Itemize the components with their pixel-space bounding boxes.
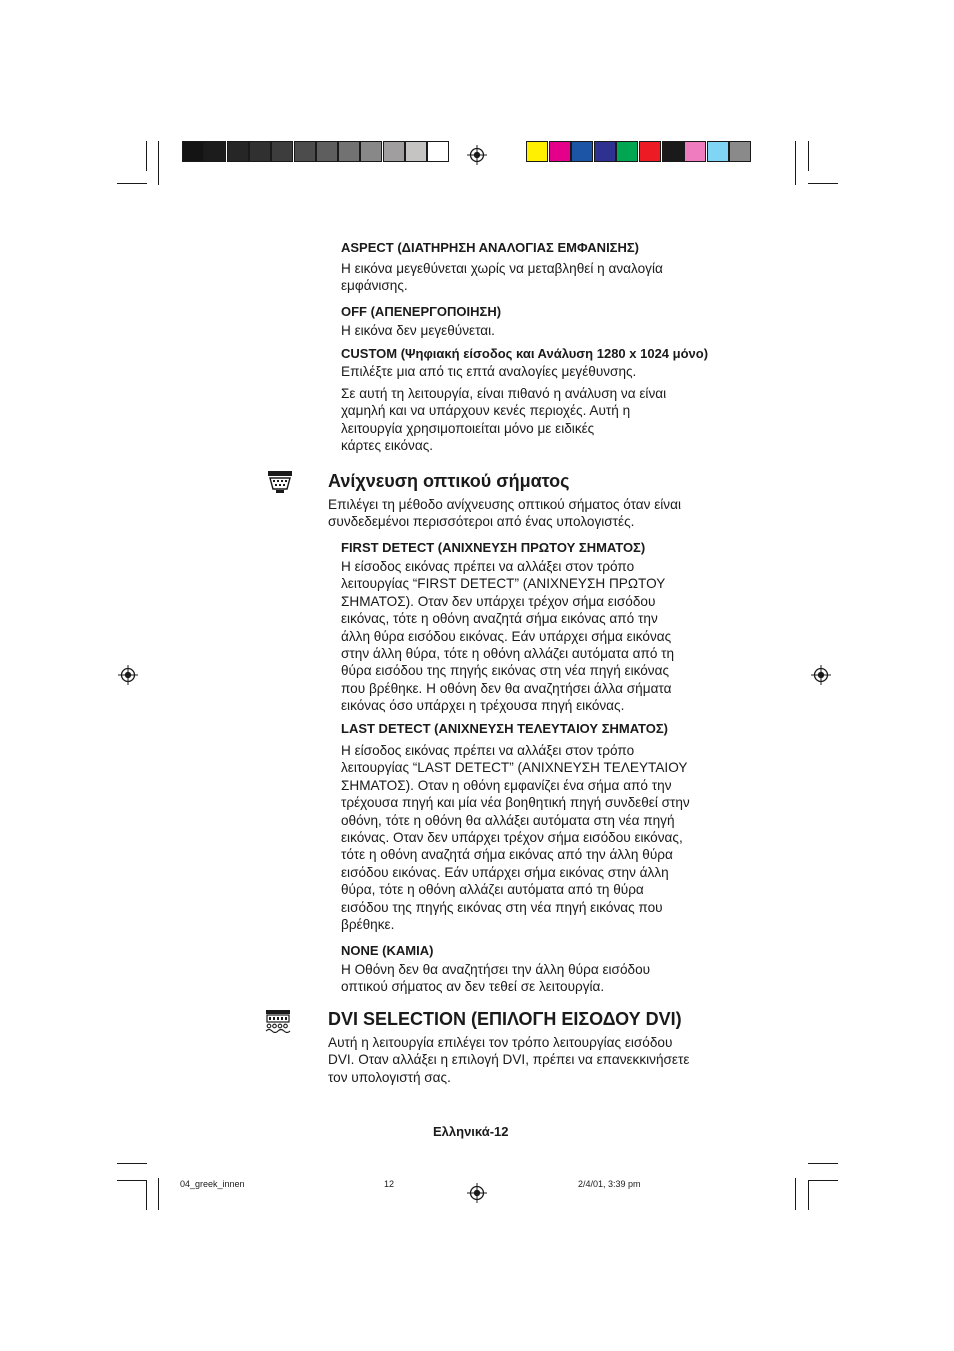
registration-mark-icon — [467, 1183, 487, 1203]
slug-file-name: 04_greek_innen — [180, 1179, 245, 1189]
none-heading: NONE (ΚΑΜΙΑ) — [341, 943, 434, 958]
color-swatch — [271, 141, 293, 162]
signal-detect-title: Ανίχνευση οπτικού σήματος — [328, 471, 570, 491]
registration-mark-icon — [811, 665, 831, 685]
custom-text: Επιλέξτε μια από τις επτά αναλογίες μεγέθυνσης. — [341, 364, 637, 379]
custom-heading: CUSTOM (Ψηφιακή είσοδος και Ανάλυση 1280 x 1024 μόνο) — [341, 346, 709, 361]
color-swatch — [662, 141, 684, 162]
dvi-text: Αυτή η λειτουργία επιλέγει τον τρόπο λειτουργίας εισόδου DVI. Οταν αλλάξει η επιλογή DVI, πρέπει να επανεκκινήσετε τον υπολογιστή σας. — [328, 1035, 690, 1085]
color-swatch — [729, 141, 751, 162]
color-swatch — [227, 141, 249, 162]
registration-mark-icon — [118, 665, 138, 685]
color-swatch — [249, 141, 271, 162]
color-swatch — [360, 141, 382, 162]
color-swatch — [639, 141, 661, 162]
last-detect-heading: LAST DETECT (ΑΝΙΧΝΕΥΣΗ ΤΕΛΕΥΤΑΙΟΥ ΣΗΜΑΤΟΣ) — [341, 721, 668, 736]
page-number: Ελληνικά-12 — [433, 1124, 509, 1139]
color-swatch — [549, 141, 571, 162]
color-swatch — [338, 141, 360, 162]
color-swatch — [684, 141, 706, 162]
last-detect-text: Η είσοδος εικόνας πρέπει να αλλάξει στον τρόπο λειτουργίας “LAST DETECT” (ΑΝΙΧΝΕΥΣΗ ΤΕΛΕΥΤΑΙΟΥ ΣΗΜΑΤΟΣ). Οταν η οθόνη εμφανίζει ένα σήμα από την τρέχουσα πηγή και μία νέα βοηθητική πηγή συνδεθεί στην οθόνη, τότε η οθόνη θα αλλάξει αυτόματα στη νέα πηγή εικόνας. Οταν δεν υπάρχει τρέχον σήμα εισόδου εικόνας, τότε η οθόνη αναζητά σήμα εικόνας από την άλλη θύρα εισόδου εικόνας. Εάν υπάρχει σήμα εικόνας στην άλλη θύρα, τότε η οθόνη αλλάζει αυτόματα από τη θύρα εισόδου της πηγής εικόνας στη νέα πηγή εικόνας που βρέθηκε. — [341, 743, 690, 933]
slug-page: 12 — [384, 1179, 395, 1189]
color-swatch — [316, 141, 338, 162]
off-heading: OFF (ΑΠΕΝΕΡΓΟΠΟΙΗΣΗ) — [341, 304, 502, 319]
color-swatch — [294, 141, 316, 162]
slug-date: 2/4/01, 3:39 pm — [578, 1179, 641, 1189]
off-text: Η εικόνα δεν μεγεθύνεται. — [341, 323, 495, 338]
color-swatch — [427, 141, 449, 162]
color-swatch — [405, 141, 427, 162]
first-detect-text: Η είσοδος εικόνας πρέπει να αλλάξει στον τρόπο λειτουργίας “FIRST DETECT” (ΑΝΙΧΝΕΥΣΗ ΠΡΩΤΟΥ ΣΗΜΑΤΟΣ). Οταν δεν υπάρχει τρέχον σήμα εισόδου εικόνας, τότε η οθόνη αναζητά σήμα εικόνας από την άλλη θύρα εισόδου εικόνας. Εάν υπάρχει σήμα εικόνας στην άλλη θύρα, τότε η οθόνη αλλάζει αυτόματα από τη θύρα εισόδου της πηγής εικόνας στη νέα πηγή εικόνας που βρέθηκε. Η οθόνη δεν θα αναζητήσει άλλα σήματα εικόνας όσο υπάρχει η τρέχουσα πηγή εικόνας. — [341, 559, 675, 714]
color-swatch — [526, 141, 548, 162]
color-swatch — [707, 141, 729, 162]
first-detect-heading: FIRST DETECT (ΑΝΙΧΝΕΥΣΗ ΠΡΩΤΟΥ ΣΗΜΑΤΟΣ) — [341, 540, 646, 555]
color-swatch — [383, 141, 405, 162]
dvi-title: DVI SELECTION (ΕΠΙΛΟΓΗ ΕΙΣΟΔΟΥ DVI) — [328, 1009, 682, 1029]
registration-mark-icon — [467, 145, 487, 165]
color-swatch — [594, 141, 616, 162]
color-swatch — [204, 141, 226, 162]
color-swatch — [182, 141, 204, 162]
none-text: Η Οθόνη δεν θα αναζητήσει την άλλη θύρα εισόδου οπτικού σήματος αν δεν τεθεί σε λειτουργία. — [341, 962, 651, 995]
dvi-connector-icon — [264, 1009, 292, 1033]
aspect-text: Η εικόνα μεγεθύνεται χωρίς να μεταβληθεί η αναλογία εμφάνισης. — [341, 261, 663, 294]
custom-note: Σε αυτή τη λειτουργία, είναι πιθανό η ανάλυση να είναι χαμηλή και να υπάρχουν κενές περιοχές. Αυτή η λειτουργία χρησιμοποιείται μόνο με ειδικές κάρτες εικόνας. — [341, 386, 667, 454]
vga-connector-icon — [267, 470, 293, 494]
signal-detect-intro: Επιλέγει τη μέθοδο ανίχνευσης οπτικού σήματος όταν είναι συνδεδεμένοι περισσότεροι από ένας υπολογιστές. — [328, 497, 681, 530]
color-swatch — [571, 141, 593, 162]
aspect-heading: ASPECT (ΔΙΑΤΗΡΗΣΗ ΑΝΑΛΟΓΙΑΣ ΕΜΦΑΝΙΣΗΣ) — [341, 240, 639, 255]
color-swatch — [616, 141, 638, 162]
